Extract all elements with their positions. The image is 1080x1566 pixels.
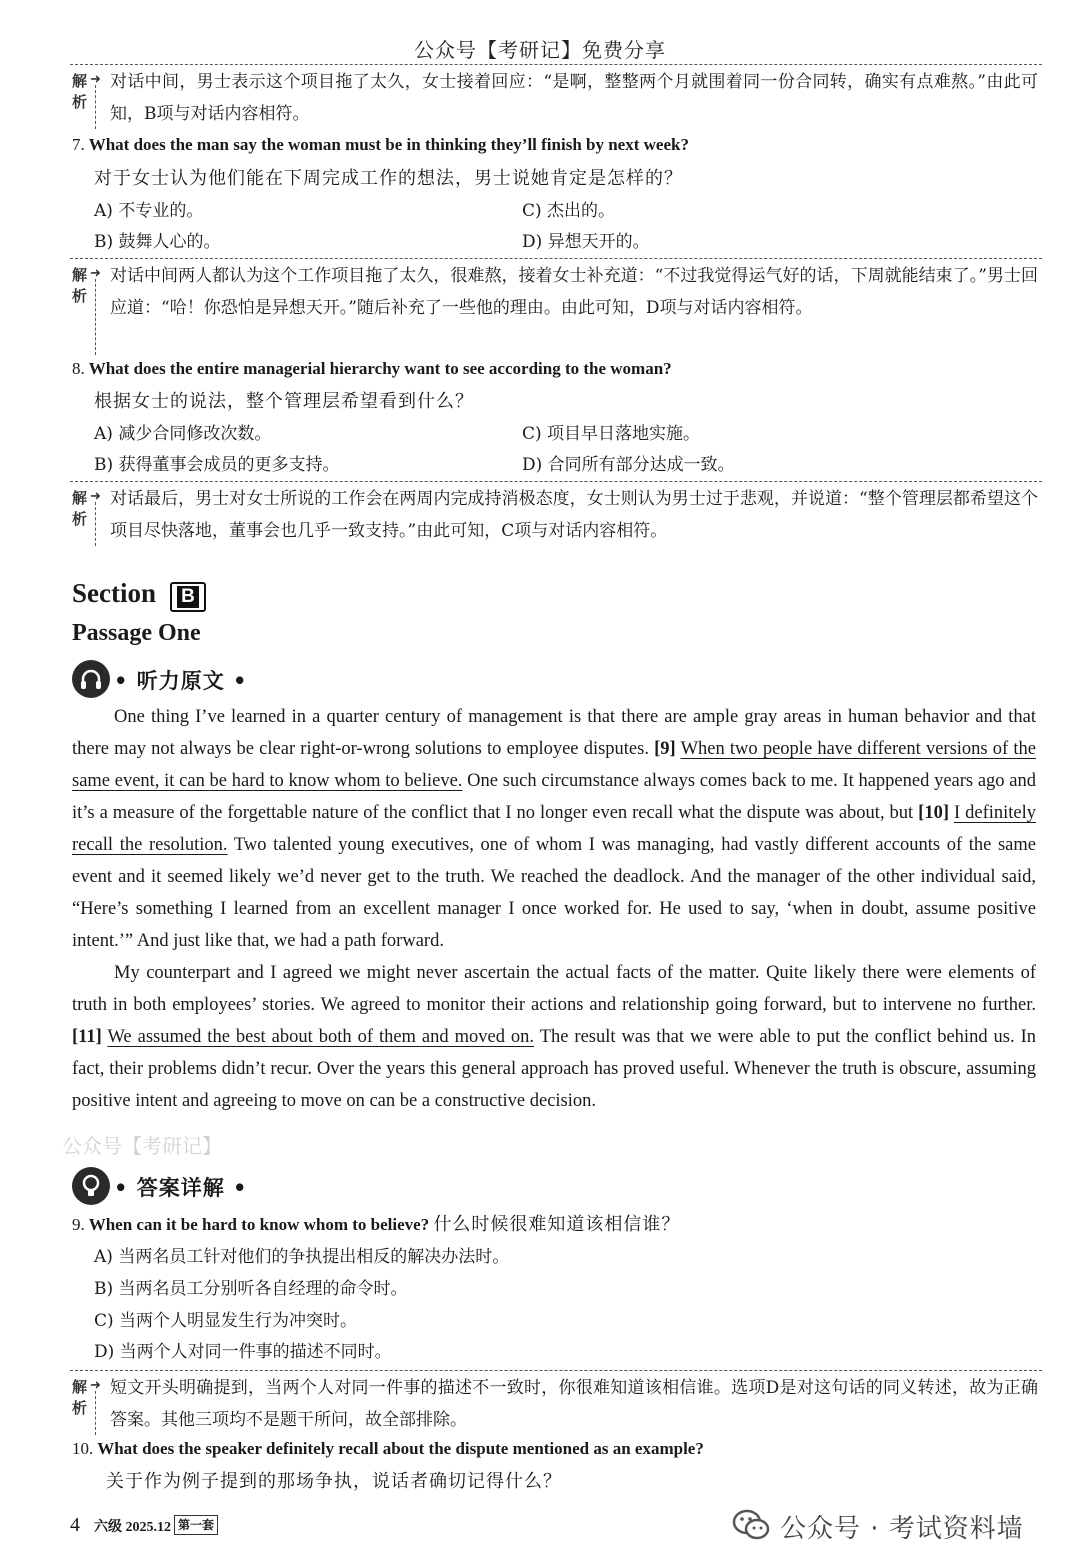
option-c: C) 杰出的。 — [522, 201, 616, 221]
bracket-divider — [95, 502, 96, 546]
passage-title: Passage One — [72, 620, 201, 646]
explanation-block — [70, 258, 1042, 355]
explanation-block — [70, 64, 1042, 129]
question-number: 10. — [72, 1439, 94, 1458]
option-d: D) 合同所有部分达成一致。 — [522, 455, 735, 475]
question-translation: 关于作为例子提到的那场争执，说话者确切记得什么？ — [106, 1471, 562, 1492]
arrow-icon: ➜ — [90, 489, 101, 504]
arrow-icon: ➜ — [90, 72, 101, 87]
option-d: D) 异想天开的。 — [522, 232, 650, 252]
explanation-label: 解析 — [72, 266, 88, 305]
passage-paragraph-1 — [72, 701, 1036, 957]
arrow-icon: ➜ — [90, 1378, 101, 1393]
passage-paragraph-2 — [72, 957, 1036, 1117]
option-b: B) 获得董事会成员的更多支持。 — [94, 455, 340, 475]
question-7 — [72, 132, 1042, 158]
explanation-label: 解析 — [72, 72, 88, 111]
question-text: When can it be hard to know whom to believe? — [88, 1215, 430, 1234]
explanation-text: 对话最后，男士对女士所说的工作会在两周内完成持消极态度，女士则认为男士过于悲观，并说道：“整个管理层都希望这个项目尽快落地，董事会也几乎一致支持。”由此可知，C项与对话内容相符。 — [110, 489, 1038, 541]
option-c: C) 项目早日落地实施。 — [522, 424, 701, 444]
section-badge-letter: B — [177, 586, 199, 608]
page-header: 公众号【考研记】免费分享 — [414, 38, 666, 62]
option-b: B) 鼓舞人心的。 — [94, 232, 221, 252]
question-10 — [72, 1436, 1042, 1462]
answer-marker-9: [9] — [654, 739, 676, 759]
question-number: 8. — [72, 359, 85, 378]
explanation-block — [70, 481, 1042, 546]
answer-marker-11: [11] — [72, 1027, 102, 1047]
option-a: A) 当两名员工针对他们的争执提出相反的解决办法时。 — [94, 1247, 510, 1267]
answer-sentence-10: I definitely recall the resolution. — [72, 803, 1037, 855]
answer-marker-10: [10] — [918, 803, 949, 823]
arrow-icon: ➜ — [90, 266, 101, 281]
passage-span: My counterpart and I agreed we might never ascertain the actual facts of the matter. Quite likely there were elements of truth in both employees’ stories. We agreed to monitor their actions and relationship going forward, but to intervene no further. — [72, 963, 1036, 1015]
page-number: 4 — [70, 1514, 80, 1536]
question-number: 9. — [72, 1215, 85, 1234]
option-d: D) 当两个人对同一件事的描述不同时。 — [94, 1342, 392, 1362]
option-a: A) 不专业的。 — [94, 201, 204, 221]
explanation-label: 解析 — [72, 1378, 88, 1417]
faint-watermark: 公众号【考研记】 — [62, 1134, 222, 1158]
question-text: What does the man say the woman must be in thinking they’ll finish by next week? — [88, 135, 689, 154]
section-badge — [170, 582, 206, 612]
option-a: A) 减少合同修改次数。 — [94, 424, 272, 444]
explanation-text: 对话中间两人都认为这个工作项目拖了太久，很难熬，接着女士补充道：“不过我觉得运气好的话，下周就能结束了。”男士回应道：“哈！你恐怕是异想天开。”随后补充了一些他的理由。由此可知，D项与对话内容相符。 — [110, 266, 1038, 318]
lightbulb-icon — [72, 1167, 110, 1205]
answer-sentence-9: When two people have different versions of the same event, it can be hard to know whom to believe. — [72, 739, 1036, 791]
explanation-text: 短文开头明确提到，当两个人对同一件事的描述不一致时，你很难知道该相信谁。选项D是对这句话的同义转述，故为正确答案。其他三项均不是题干所问，故全部排除。 — [110, 1378, 1038, 1430]
bracket-divider — [95, 85, 96, 129]
section-label-original: • 听力原文 • — [114, 668, 248, 693]
answer-sentence-11: We assumed the best about both of them and moved on. — [107, 1027, 535, 1047]
passage-span: The result was that we were able to put the conflict behind us. In fact, their problems didn’t recur. Over the years this general approach has proved useful. Whenever the truth is obscure, assuming positive intent and agreeing to move on can be a constructive decision. — [72, 1027, 1036, 1111]
section-title: Section — [72, 578, 156, 608]
section-label-answers: • 答案详解 • — [114, 1175, 248, 1200]
bracket-divider — [95, 1391, 96, 1435]
question-text: What does the speaker definitely recall about the dispute mentioned as an example? — [97, 1439, 704, 1458]
passage-span: Two talented young executives, one of whom I was managing, had vastly different accounts of the same event and it seemed likely we’d never get to the truth. We reached the deadlock. And the manager of the other individual said, “Here’s something I learned from an excellent manager I once worked for. He used to say, ‘when in doubt, assume positive intent.’” And just like that, we had a path forward. — [72, 835, 1036, 951]
headphones-icon — [72, 660, 110, 698]
option-c: C) 当两个人明显发生行为冲突时。 — [94, 1311, 358, 1331]
question-8 — [72, 356, 1042, 382]
passage-span: One such circumstance always comes back to me. It happened years ago and it’s a measure of the forgettable nature of the conflict that I no longer even recall what the dispute was about, but — [72, 771, 1036, 823]
question-translation: 对于女士认为他们能在下周完成工作的想法，男士说她肯定是怎样的？ — [94, 168, 683, 189]
question-translation: 根据女士的说法，整个管理层希望看到什么？ — [94, 391, 474, 412]
question-translation: 什么时候很难知道该相信谁？ — [433, 1214, 681, 1235]
explanation-label: 解析 — [72, 489, 88, 528]
question-number: 7. — [72, 135, 85, 154]
question-9 — [72, 1212, 1042, 1238]
explanation-text: 对话中间，男士表示这个项目拖了太久，女士接着回应：“是啊，整整两个月就围着同一份合同转，确实有点难熬。”由此可知，B项与对话内容相符。 — [110, 72, 1038, 124]
watermark-text: 公众号 · 考试资料墙 — [780, 1514, 1024, 1544]
question-text: What does the entire managerial hierarchy want to see according to the woman? — [88, 359, 672, 378]
option-b: B) 当两名员工分别听各自经理的命令时。 — [94, 1279, 408, 1299]
passage-span: One thing I’ve learned in a quarter century of management is that there are ample gray areas in human behavior and that there may not always be clear right-or-wrong solutions to employee disputes. — [72, 707, 1036, 759]
wechat-logo-icon — [730, 1506, 772, 1544]
footer-tag: 第一套 — [174, 1515, 218, 1535]
footer-info: 六级 2025.12 — [94, 1520, 171, 1535]
passage-text — [72, 701, 1036, 1117]
bracket-divider — [95, 279, 96, 355]
explanation-block — [70, 1370, 1042, 1435]
